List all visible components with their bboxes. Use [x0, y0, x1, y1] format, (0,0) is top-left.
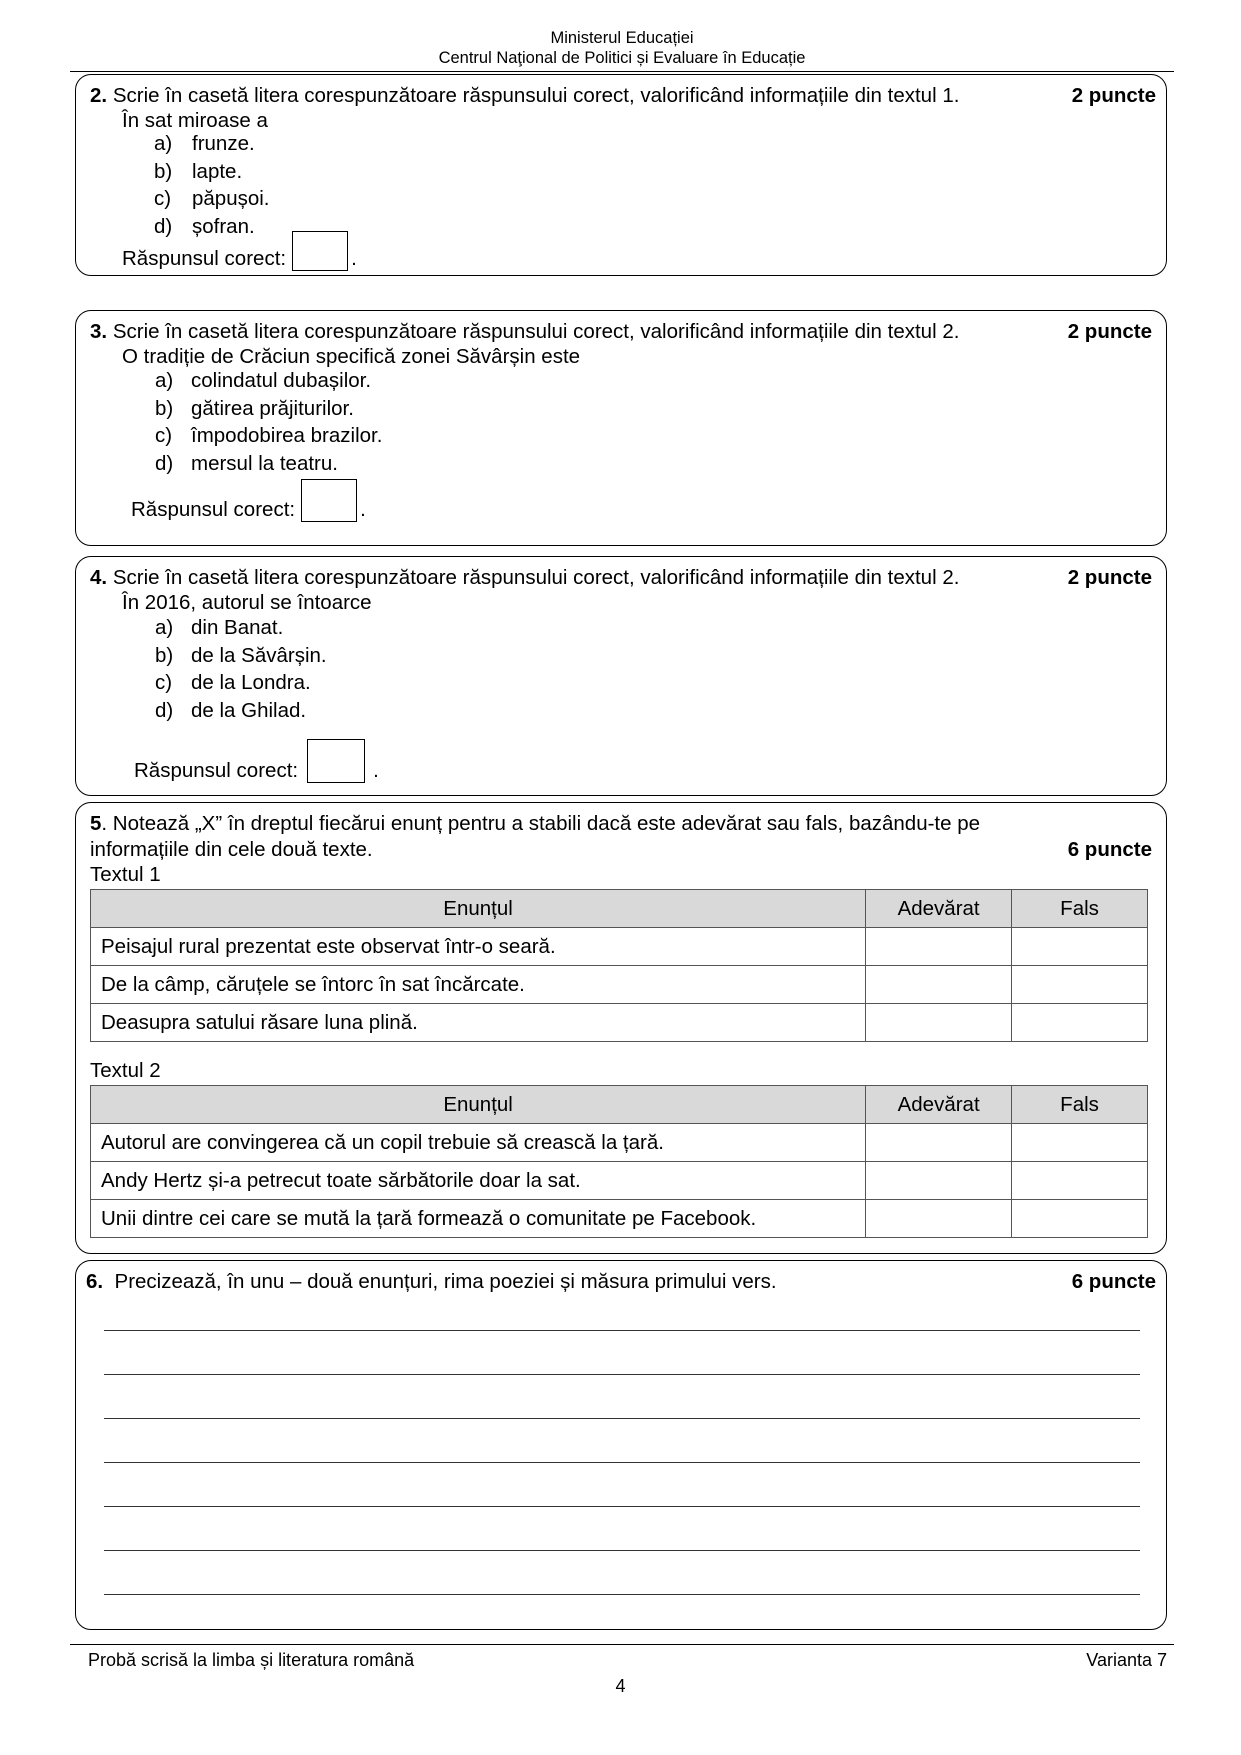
answer-line[interactable] — [104, 1462, 1140, 1463]
table-row — [91, 966, 1148, 1004]
question-4-heading — [90, 565, 1152, 590]
options-list — [155, 367, 382, 477]
answer-line[interactable] — [104, 1594, 1140, 1595]
statement-cell: Andy Hertz și-a petrecut toate sărbătorile doar la sat. — [91, 1162, 866, 1200]
question-number: 2. — [90, 84, 108, 107]
document-header — [70, 28, 1174, 72]
false-cell[interactable] — [1012, 1004, 1148, 1042]
footer-divider — [70, 1644, 1174, 1645]
option-c: c) păpușoi. — [154, 187, 270, 210]
table-row — [91, 1004, 1148, 1042]
question-4-box — [75, 556, 1167, 796]
false-cell[interactable] — [1012, 966, 1148, 1004]
question-6-box — [75, 1260, 1167, 1630]
option-b: b) lapte. — [154, 159, 243, 183]
table-header-row — [91, 1086, 1148, 1124]
question-stem: În 2016, autorul se întoarce — [122, 591, 372, 614]
true-cell[interactable] — [866, 1162, 1012, 1200]
options-list — [155, 614, 327, 724]
answer-box[interactable] — [307, 739, 365, 783]
option-a: a) colindatul dubașilor. — [155, 369, 372, 392]
false-cell[interactable] — [1012, 1200, 1148, 1238]
answer-line[interactable] — [104, 1506, 1140, 1507]
question-2-heading — [90, 83, 1156, 108]
answer-row: Răspunsul corect: . — [122, 231, 357, 271]
question-instruction: Scrie în casetă litera corespunzătoare răspunsului corect, valorificând informațiile din textul 2. — [112, 320, 960, 343]
table-row — [91, 1200, 1148, 1238]
question-instruction: Precizează, în unu – două enunțuri, rima poeziei și măsura primului vers. — [114, 1270, 777, 1293]
statement-cell: Peisajul rural prezentat este observat într-o seară. — [91, 928, 866, 966]
false-cell[interactable] — [1012, 1124, 1148, 1162]
header-statement: Enunțul — [91, 890, 866, 928]
option-d: d) mersul la teatru. — [155, 451, 338, 475]
true-cell[interactable] — [866, 1004, 1012, 1042]
table-row — [91, 1162, 1148, 1200]
option-b: b) de la Săvârșin. — [155, 643, 327, 667]
answer-label: Răspunsul corect: — [131, 498, 296, 521]
question-instruction: . Notează „X” în dreptul fiecărui enunț pentru a stabili dacă este adevărat sau fals, bazându-te pe — [101, 812, 981, 835]
header-center: Centrul Naţional de Politici și Evaluare în Educație — [438, 49, 806, 67]
table-row — [91, 928, 1148, 966]
footer-exam-title: Probă scrisă la limba și literatura română — [88, 1650, 415, 1670]
option-b: b) gătirea prăjiturilor. — [155, 396, 354, 420]
option-d: d) șofran. — [154, 214, 255, 238]
question-instruction: Scrie în casetă litera corespunzătoare răspunsului corect, valorificând informațiile din textul 2. — [112, 566, 960, 589]
question-instruction-cont: informațiile din cele două texte. — [90, 838, 373, 861]
header-true: Adevărat — [866, 1086, 1012, 1124]
true-false-table-2 — [90, 1085, 1148, 1238]
question-points: 2 puncte — [1067, 566, 1152, 589]
option-d: d) de la Ghilad. — [155, 698, 307, 722]
header-false: Fals — [1012, 890, 1148, 928]
option-c: c) împodobirea brazilor. — [155, 424, 383, 447]
answer-lines — [104, 1261, 1140, 1629]
header-statement: Enunțul — [91, 1086, 866, 1124]
page-number: 4 — [615, 1676, 626, 1696]
header-ministry: Ministerul Educației — [550, 29, 694, 47]
false-cell[interactable] — [1012, 1162, 1148, 1200]
option-c: c) de la Londra. — [155, 671, 311, 694]
question-instruction: Scrie în casetă litera corespunzătoare răspunsului corect, valorificând informațiile din textul 1. — [112, 84, 960, 107]
answer-row: Răspunsul corect: . — [131, 479, 366, 522]
true-cell[interactable] — [866, 966, 1012, 1004]
question-points: 2 puncte — [1071, 84, 1156, 107]
question-2-box — [75, 74, 1167, 276]
true-cell[interactable] — [866, 928, 1012, 966]
answer-row: Răspunsul corect: . — [134, 739, 379, 783]
true-false-table-1 — [90, 889, 1148, 1042]
text-2-label: Textul 2 — [90, 1059, 161, 1082]
question-stem: O tradiție de Crăciun specifică zonei Săvârșin este — [122, 345, 581, 368]
answer-line[interactable] — [104, 1550, 1140, 1551]
header-true: Adevărat — [866, 890, 1012, 928]
statement-cell: Deasupra satului răsare luna plină. — [91, 1004, 866, 1042]
true-cell[interactable] — [866, 1124, 1012, 1162]
question-points: 6 puncte — [1067, 838, 1152, 861]
footer-variant: Varianta 7 — [1086, 1650, 1167, 1670]
table-header-row — [91, 890, 1148, 928]
text-1-label: Textul 1 — [90, 863, 161, 886]
options-list — [154, 130, 270, 240]
question-points: 6 puncte — [1071, 1270, 1156, 1293]
true-cell[interactable] — [866, 1200, 1012, 1238]
answer-line[interactable] — [104, 1374, 1140, 1375]
answer-box[interactable] — [301, 479, 357, 522]
question-5-box — [75, 802, 1167, 1254]
question-5-heading — [90, 811, 1152, 863]
answer-box[interactable] — [292, 231, 348, 271]
statement-cell: Autorul are convingerea că un copil trebuie să crească la țară. — [91, 1124, 866, 1162]
table-row — [91, 1124, 1148, 1162]
answer-line[interactable] — [104, 1418, 1140, 1419]
statement-cell: De la câmp, căruțele se întorc în sat încărcate. — [91, 966, 866, 1004]
answer-label: Răspunsul corect: — [122, 247, 287, 270]
question-points: 2 puncte — [1067, 320, 1152, 343]
question-stem: În sat miroase a — [122, 109, 268, 132]
question-number: 4. — [90, 566, 108, 589]
question-3-box — [75, 310, 1167, 546]
statement-cell: Unii dintre cei care se mută la țară formează o comunitate pe Facebook. — [91, 1200, 866, 1238]
header-false: Fals — [1012, 1086, 1148, 1124]
option-a: a) frunze. — [154, 132, 255, 155]
answer-label: Răspunsul corect: — [134, 759, 299, 782]
option-a: a) din Banat. — [155, 616, 284, 639]
question-3-heading — [90, 319, 1152, 344]
false-cell[interactable] — [1012, 928, 1148, 966]
answer-line[interactable] — [104, 1330, 1140, 1331]
question-number: 3. — [90, 320, 108, 343]
question-number: 5 — [90, 812, 102, 835]
question-number: 6. — [86, 1270, 104, 1293]
